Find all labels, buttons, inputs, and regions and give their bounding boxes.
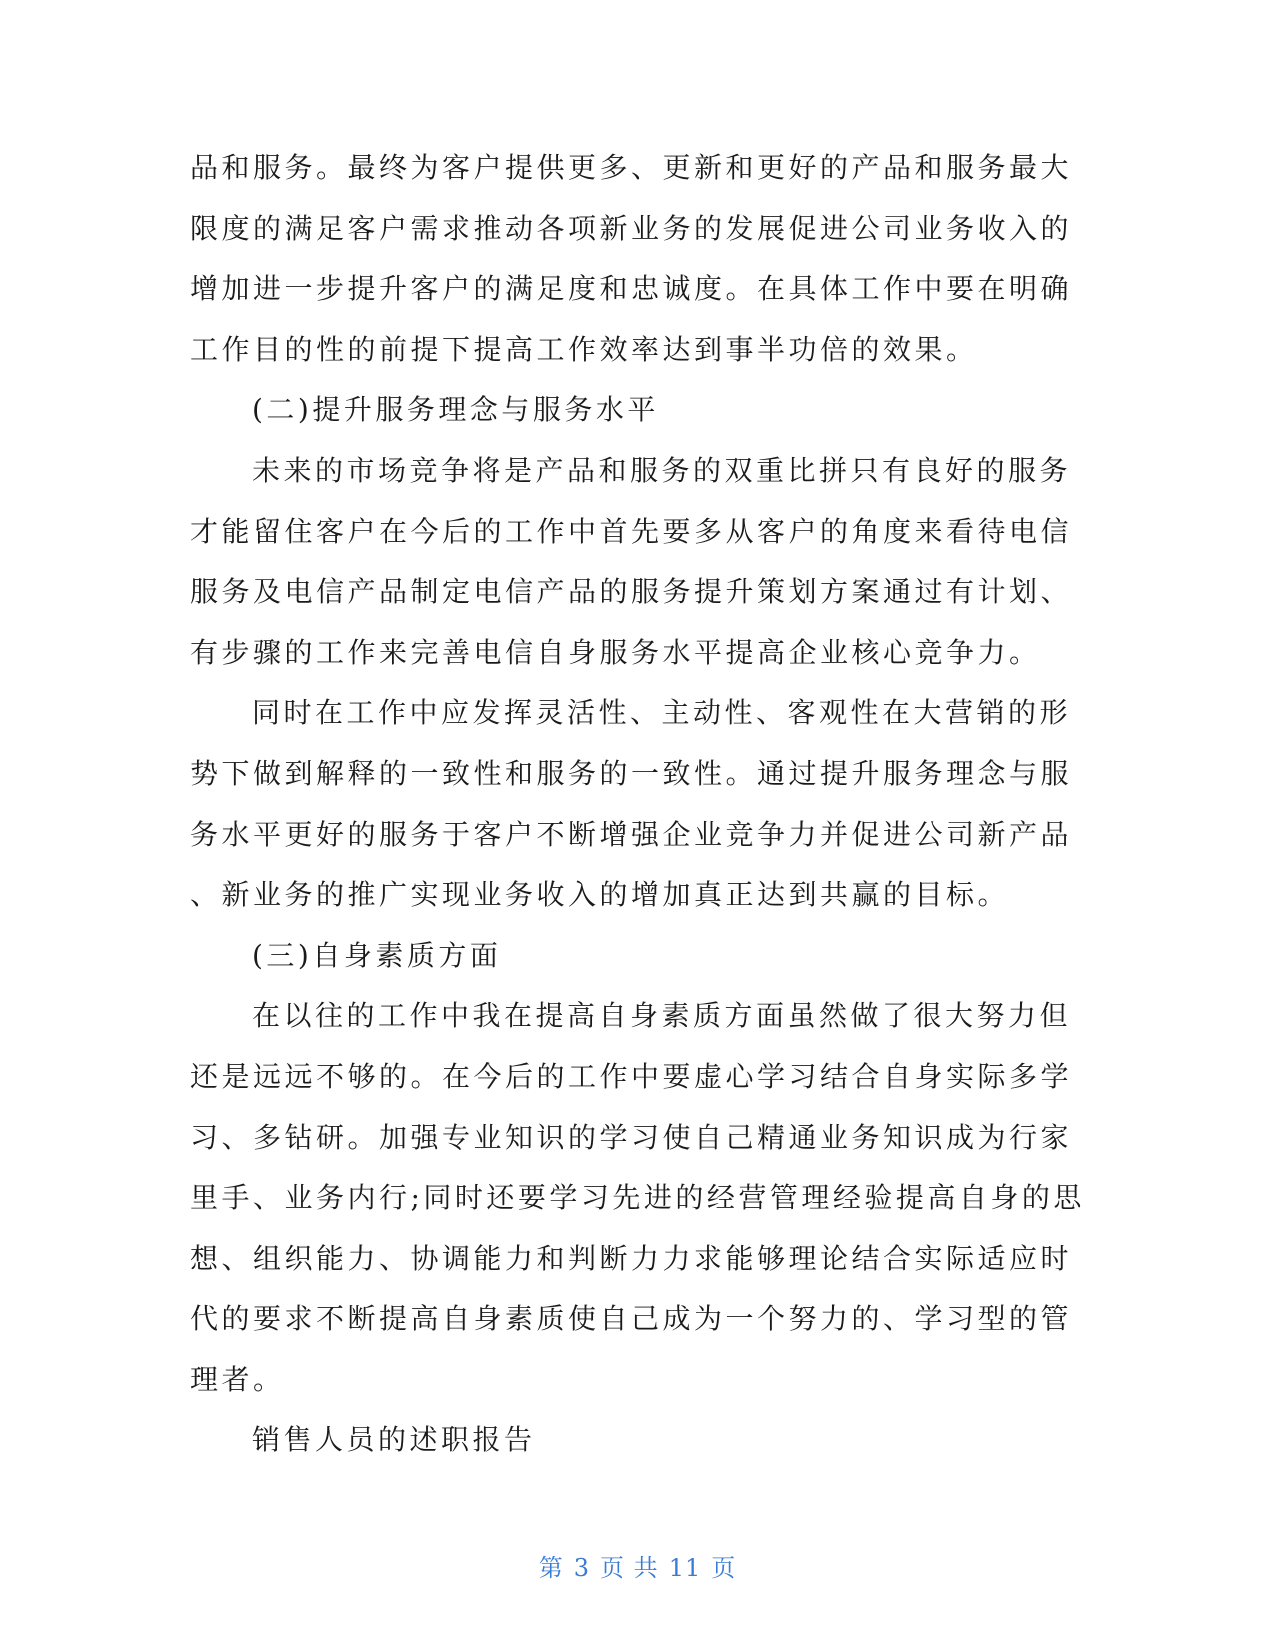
section-heading: (三)自身素质方面	[252, 938, 502, 972]
text-line: 未来的市场竞争将是产品和服务的双重比拼只有良好的服务	[252, 453, 1072, 487]
document-body	[190, 138, 1085, 1471]
section-heading: (二)提升服务理念与服务水平	[252, 393, 659, 427]
footer-suffix: 页	[711, 1554, 737, 1582]
footer-total-pages: 11	[668, 1554, 702, 1582]
text-line: 里手、业务内行;同时还要学习先进的经营管理经验提高自身的思	[190, 1181, 1085, 1215]
text-line: 同时在工作中应发挥灵活性、主动性、客观性在大营销的形	[252, 696, 1072, 730]
footer-prefix: 第	[538, 1554, 564, 1582]
text-line: 品和服务。最终为客户提供更多、更新和更好的产品和服务最大	[190, 151, 1073, 184]
page-footer	[0, 1548, 1275, 1583]
text-line: 务水平更好的服务于客户不断增强企业竞争力并促进公司新产品	[190, 817, 1073, 851]
text-line: 习、多钻研。加强专业知识的学习使自己精通业务知识成为行家	[190, 1120, 1073, 1154]
footer-page-number: 3	[573, 1554, 591, 1582]
text-line: 还是远远不够的。在今后的工作中要虚心学习结合自身实际多学	[190, 1059, 1073, 1093]
text-line: 增加进一步提升客户的满足度和忠诚度。在具体工作中要在明确	[190, 272, 1073, 306]
text-line: 代的要求不断提高自身素质使自己成为一个努力的、学习型的管	[190, 1302, 1073, 1336]
section-heading: 销售人员的述职报告	[252, 1423, 536, 1457]
text-line: 服务及电信产品制定电信产品的服务提升策划方案通过有计划、	[190, 575, 1073, 609]
text-line: 才能留住客户在今后的工作中首先要多从客户的角度来看待电信	[190, 514, 1073, 548]
footer-middle: 页 共	[600, 1554, 659, 1582]
text-line: 工作目的性的前提下提高工作效率达到事半功倍的效果。	[190, 332, 978, 366]
text-line: 在以往的工作中我在提高自身素质方面虽然做了很大努力但	[252, 999, 1072, 1033]
text-line: 限度的满足客户需求推动各项新业务的发展促进公司业务收入的	[190, 211, 1073, 245]
text-line: 、新业务的推广实现业务收入的增加真正达到共赢的目标。	[190, 878, 1010, 912]
text-line: 想、组织能力、协调能力和判断力力求能够理论结合实际适应时	[190, 1241, 1073, 1275]
text-line: 理者。	[190, 1362, 285, 1396]
text-line: 有步骤的工作来完善电信自身服务水平提高企业核心竞争力。	[190, 635, 1041, 669]
text-line: 势下做到解释的一致性和服务的一致性。通过提升服务理念与服	[190, 756, 1073, 790]
